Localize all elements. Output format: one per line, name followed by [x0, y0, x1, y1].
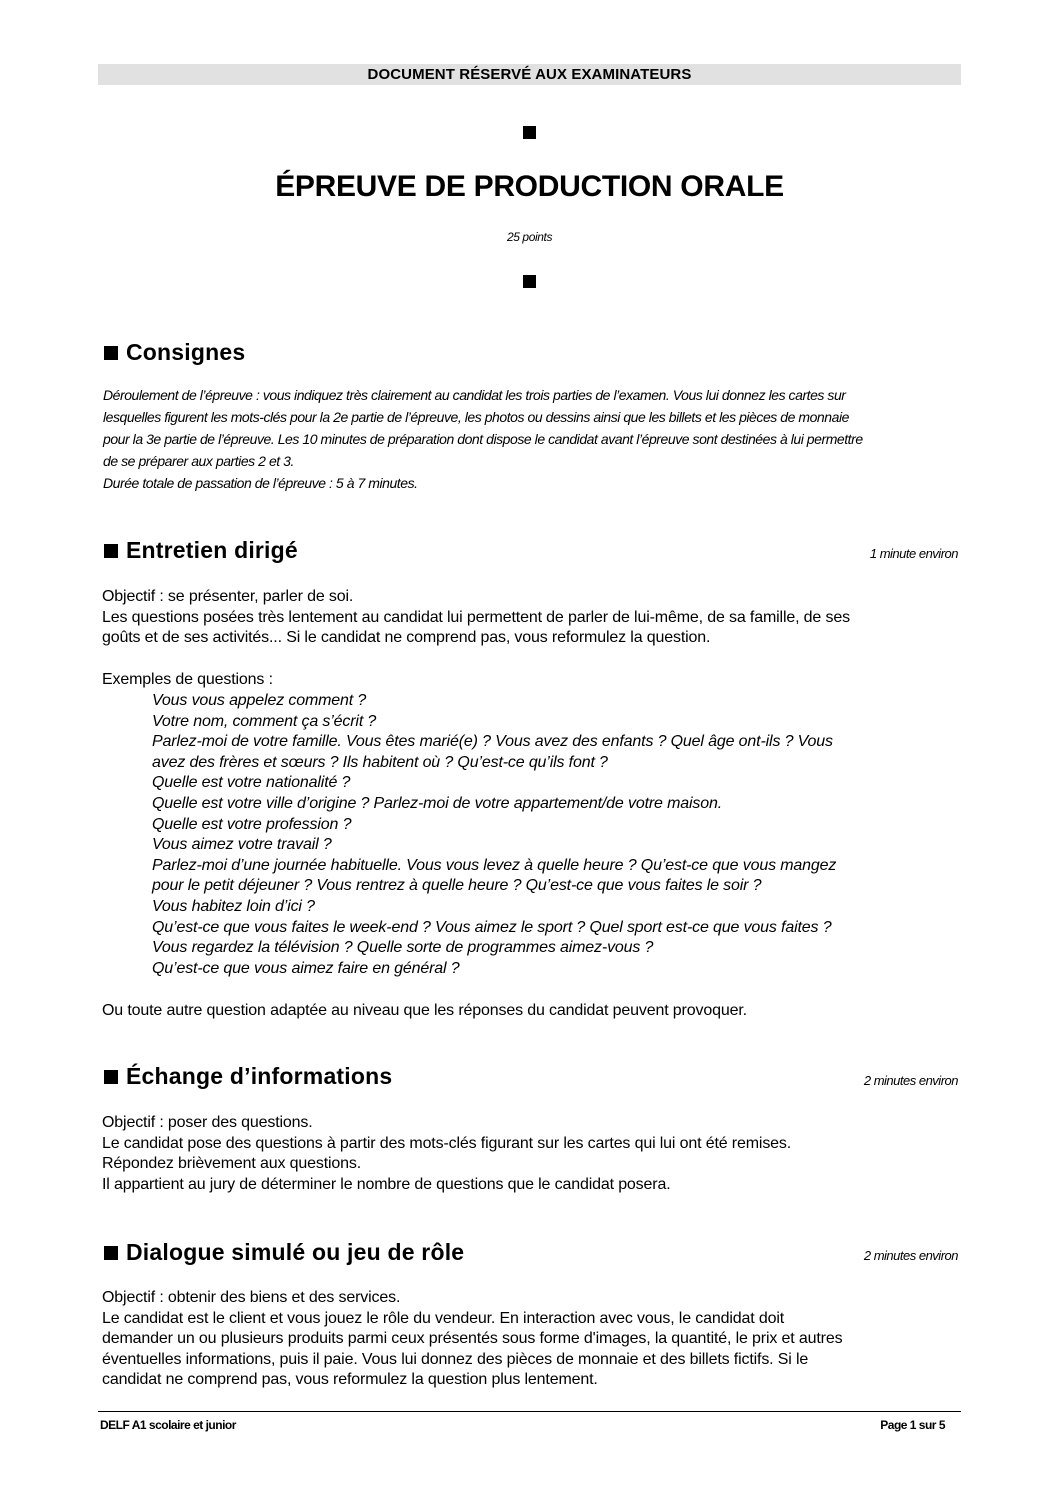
list-item: Quelle est votre ville d’origine ? Parlez-moi de votre appartement/de votre maison.	[152, 794, 723, 812]
bullet-square-icon	[104, 1070, 118, 1084]
paragraph-line: Déroulement de l’épreuve : vous indiquez très clairement au candidat les trois parties de l’examen. Vous lui donnez les cartes sur	[103, 387, 846, 403]
entretien-text	[102, 587, 962, 649]
footer-divider	[98, 1411, 961, 1412]
section-heading-text: Échange d’informations	[126, 1063, 393, 1089]
examples-label: Exemples de questions :	[102, 671, 273, 688]
list-item: Quelle est votre nationalité ?	[152, 774, 351, 792]
list-item: Qu’est-ce que vous aimez faire en général ?	[152, 959, 460, 977]
consignes-text	[103, 384, 963, 494]
list-item: Parlez-moi de votre famille. Vous êtes marié(e) ? Vous avez des enfants ? Quel âge ont-ils ? Vous	[152, 733, 833, 751]
list-item: Vous habitez loin d’ici ?	[152, 897, 315, 915]
echange-text	[102, 1113, 962, 1195]
section-heading-text: Consignes	[126, 339, 246, 365]
footer-exam-name: DELF A1 scolaire et junior	[100, 1418, 236, 1432]
paragraph-line: Durée totale de passation de l’épreuve : 5 à 7 minutes.	[103, 475, 418, 491]
paragraph-line: lesquelles figurent les mots-clés pour la 2e partie de l’épreuve, les photos ou dessins ainsi que les billets et les pièces de monnaie	[103, 409, 849, 425]
list-item: Vous aimez votre travail ?	[152, 836, 332, 854]
list-item: avez des frères et sœurs ? Ils habitent où ? Qu’est-ce qu’ils font ?	[152, 753, 608, 771]
section-heading-entretien	[104, 537, 298, 564]
bullet-square-icon	[104, 1246, 118, 1260]
entretien-closing: Ou toute autre question adaptée au niveau que les réponses du candidat peuvent provoquer.	[102, 1002, 747, 1019]
decorative-square-icon	[523, 126, 536, 139]
paragraph-line: demander un ou plusieurs produits parmi ceux présentés sous forme d'images, la quantité, le prix et autres	[102, 1330, 843, 1348]
header-banner-text: DOCUMENT RÉSERVÉ AUX EXAMINATEURS	[367, 66, 692, 83]
paragraph-line: Le candidat pose des questions à partir des mots-clés figurant sur les cartes qui lui ont été remises.	[102, 1134, 792, 1152]
examples-list	[152, 691, 952, 979]
decorative-square-icon	[523, 275, 536, 288]
section-heading-dialogue	[104, 1239, 464, 1266]
section-heading-echange	[104, 1063, 392, 1090]
page-number: Page 1 sur 5	[880, 1418, 945, 1432]
list-item: Parlez-moi d’une journée habituelle. Vous vous levez à quelle heure ? Qu’est-ce que vous mangez	[152, 856, 837, 874]
section-heading-text: Dialogue simulé ou jeu de rôle	[126, 1239, 465, 1265]
paragraph-line: candidat ne comprend pas, vous reformulez la question plus lentement.	[102, 1371, 598, 1389]
dialogue-text	[102, 1288, 962, 1391]
paragraph-line: Objectif : poser des questions.	[102, 1114, 313, 1131]
list-item: Votre nom, comment ça s’écrit ?	[152, 712, 377, 730]
paragraph-line: Objectif : obtenir des biens et des services.	[102, 1289, 401, 1306]
list-item: Qu’est-ce que vous faites le week-end ? Vous aimez le sport ? Quel sport est-ce que vous faites ?	[152, 918, 832, 936]
duration-label: 2 minutes environ	[863, 1073, 958, 1088]
paragraph-line: Les questions posées très lentement au candidat lui permettent de parler de lui-même, de sa famille, de ses	[102, 608, 850, 626]
list-item: Vous vous appelez comment ?	[152, 692, 367, 709]
paragraph-line: Répondez brièvement aux questions.	[102, 1155, 362, 1173]
paragraph-line: Il appartient au jury de déterminer le nombre de questions que le candidat posera.	[102, 1175, 671, 1193]
section-heading-consignes	[104, 339, 245, 366]
paragraph-line: Le candidat est le client et vous jouez le rôle du vendeur. En interaction avec vous, le candidat doit	[102, 1309, 785, 1327]
paragraph-line: Objectif : se présenter, parler de soi.	[102, 588, 354, 605]
list-item: Vous regardez la télévision ? Quelle sorte de programmes aimez-vous ?	[152, 939, 654, 957]
list-item: pour le petit déjeuner ? Vous rentrez à quelle heure ? Qu’est-ce que vous faites le soir ?	[152, 877, 762, 895]
paragraph-line: pour la 3e partie de l’épreuve. Les 10 minutes de préparation dont dispose le candidat avant l’épreuve sont destinées à lui permettre	[103, 431, 863, 447]
paragraph-line: de se préparer aux parties 2 et 3.	[103, 453, 294, 469]
list-item: Quelle est votre profession ?	[152, 815, 352, 833]
section-heading-text: Entretien dirigé	[126, 537, 298, 563]
paragraph-line: éventuelles informations, puis il paie. Vous lui donnez des pièces de monnaie et des billets fictifs. Si le	[102, 1350, 809, 1368]
bullet-square-icon	[104, 346, 118, 360]
duration-label: 2 minutes environ	[863, 1248, 958, 1263]
duration-label: 1 minute environ	[869, 546, 958, 561]
points-label: 25 points	[506, 230, 553, 244]
page-title: ÉPREUVE DE PRODUCTION ORALE	[275, 170, 784, 203]
bullet-square-icon	[104, 544, 118, 558]
paragraph-line: goûts et de ses activités... Si le candidat ne comprend pas, vous reformulez la question.	[102, 629, 711, 647]
